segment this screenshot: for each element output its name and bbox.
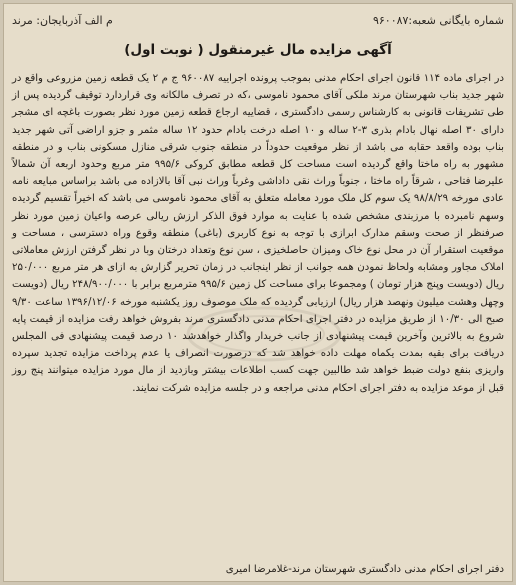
signature-line: دفتر اجرای احکام مدنی دادگستری شهرستان مرند-غلامرضا امیری [225,564,504,575]
newspaper-clipping [3,3,513,582]
archive-number: شماره بایگانی شعبه:۹۶۰۰۸۷ [372,14,504,27]
region-label: م الف آذربایجان: مرند [12,14,113,27]
notice-body: در اجرای ماده ۱۱۴ قانون اجرای احکام مدنی بموجب پرونده اجراییه ۹۶۰۰۸۷ ج م ۲ یک قطعه زمین مزروعی واقع در شهر جدید بناب شهرستان مرند ملکی آقای محمود ناموسی ،که در تصرف مالکانه وی قراردارد توقیف گردیده پس از طی تشریفات قانونی به کارشناس رسمی دادگستری ، قضاییه ارجاع قطعه زمین مورد نظر بصورت باغچه ای مشجر دارای ۳۰ اصله نهال بادام بذری ۳-۲ ساله و ۱۰ اصله درخت بادام حدود ۱۲ ساله مثمر و جزو اراضی آتی شهر جدید بناب بوده واقعد حقابه می باشد از نظر موقعیت حدوداً در منطقه جنوب شرقی منازل مسکونی بناب و در منطقه مشهور به راه ماختا واقع گردیده است مساحت کل قطعه مطابق کروکی ۹۹۵/۶ متر مربع وحدود اربعه آن شمالاً علیرضا فتاحی ، شرقاً راه ماختا ، جنوباً وراث نقی داداشی وغرباً وراث نبی آقا بالازاده می باشد براساس مبایعه نامه عادی مورخه ۹۸/۸/۲۹ یک سوم کل ملک مورد معامله متعلق به آقای محمود ناموسی می باشد که اخیراً تقسیم گردیده وسهم نامبرده با مرزبندی مشخص شده با عنایت به موارد فوق الذکر ارزش ریالی عرصه واعیان زمین مورد نظر صرفنظر از صحت وسقم مدارک ابرازی با توجه به نوع کاربری (باغی) منطقه وقوع وراه دسترسی ، مساحت و موقعیت استقرار آن در محل نوع خاک ومیزان حاصلخیزی ، سن نوع وتعداد درختان وبا در نظر گرفتن ارزش معاملاتی املاک مجاور ومشابه ولحاظ نمودن همه جوانب از نظر اینجانب در زمان تحریر گزارش به ازای هر متر مربع ۲۵۰/۰۰۰ ریال (دویست وپنج هزار تومان ) ومجموعا برای مساحت کل زمین ۹۹۵/۶ مترمربع برابر با ۲۴۸/۹۰۰/۰۰۰ ریال (دویست وچهل وهشت میلیون ونهصد هزار ریال) ارزیابی گردیده که ملک موصوف روز یکشنبه مورخه ۱۳۹۶/۱۲/۰۶ ساعت ۹/۳۰ صبح الی ۱۰/۳۰ از طریق مزایده در دفتر اجرای احکام مدنی دادگستری مرند بفروش خواهد رفت مزایده از قیمت پایه شروع به بالاترین وآخرین قیمت پیشنهادی از جانب خریدار واگذار خواهدشد ۱۰ درصد قیمت پیشنهادی فی المجلس دریافت برای بقیه بمدت یکماه مهلت داده خواهد شد که درصورت انصراف یا عدم پرداخت مزایده تجدید سپرده واریزی بنفع دولت ضبط خواهد شد طالبین جهت کسب اطلاعات بیشتر وبازدید از مال مورد مزایده میتوانند پنج روز قبل از موعد مزایده به دفتر اجرای احکام مدنی مراجعه و در جلسه مزایده شرکت نمایند. [12,73,505,394]
faded-watermark [184,304,344,364]
notice-title: آگهی مزایده مال غیرمنقول ( نوبت اول) [124,42,392,58]
header-row [12,14,504,32]
